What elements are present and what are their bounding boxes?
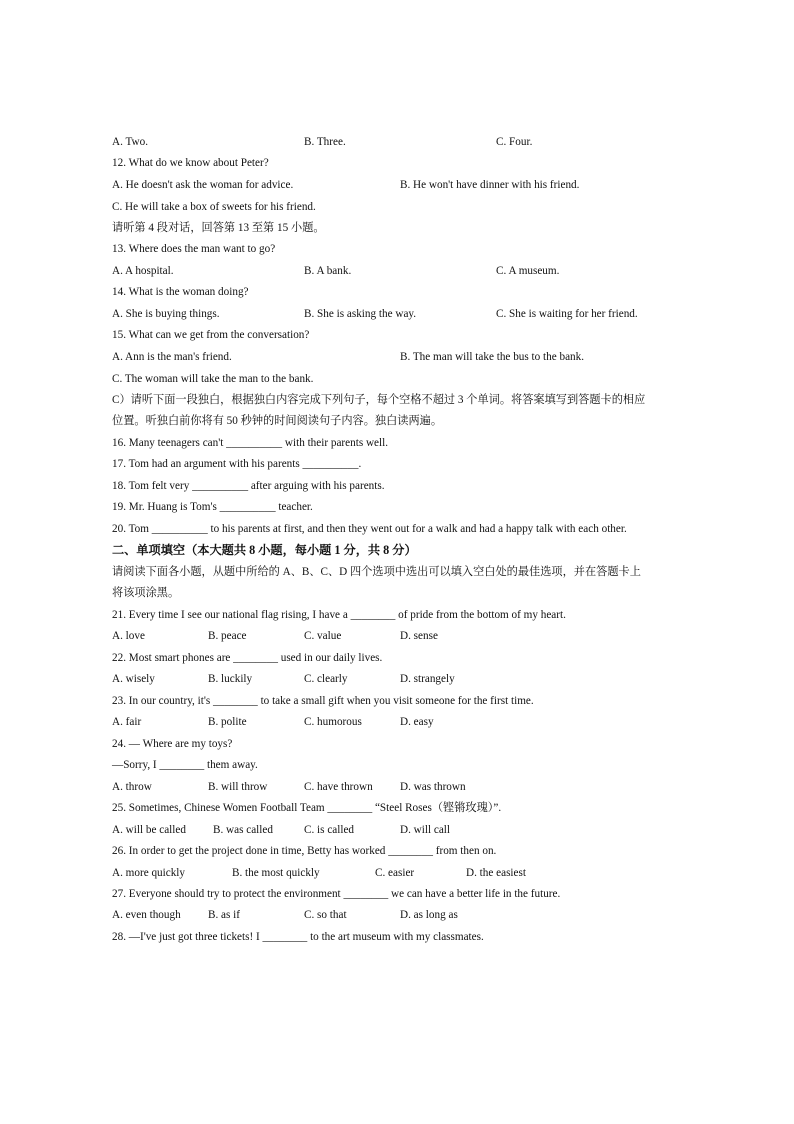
option-b: B. Three.	[304, 136, 346, 148]
option-a: A. even though	[112, 909, 181, 921]
q27-stem: 27. Everyone should try to protect the environment ________ we can have a better life in the future.	[112, 888, 561, 900]
part-c-instruction-1: C）请听下面一段独白，根据独白内容完成下列句子，每个空格不超过 3 个单词。将答案填写到答题卡的相应	[112, 394, 646, 406]
part-c-instruction-2: 位置。听独白前你将有 50 秒钟的时间阅读句子内容。独白读两遍。	[112, 415, 443, 427]
q19: 19. Mr. Huang is Tom's __________ teacher.	[112, 501, 313, 513]
option-d: D. will call	[400, 824, 451, 836]
option-d: D. the easiest	[466, 867, 526, 879]
option-b: B. A bank.	[304, 265, 352, 277]
q15-stem: 15. What can we get from the conversation?	[112, 329, 310, 341]
q26-stem: 26. In order to get the project done in time, Betty has worked ________ from then on.	[112, 845, 497, 857]
section2-title: 二、单项填空（本大题共 8 小题，每小题 1 分，共 8 分）	[112, 543, 417, 557]
option-c: C. is called	[304, 824, 355, 836]
section2-instruction-2: 将该项涂黑。	[112, 587, 180, 599]
q21-options	[112, 629, 692, 643]
q15-option-c: C. The woman will take the man to the bank.	[112, 373, 314, 385]
option-d: D. sense	[400, 630, 438, 642]
q27-options	[112, 908, 692, 922]
q12-options-ab	[112, 178, 692, 192]
q25-stem: 25. Sometimes, Chinese Women Football Team ________ “Steel Roses（铿锵玫瑰）”.	[112, 802, 502, 814]
q13-stem: 13. Where does the man want to go?	[112, 243, 276, 255]
q14-options	[112, 307, 692, 321]
q11-options	[112, 135, 692, 149]
q14-stem: 14. What is the woman doing?	[112, 286, 249, 298]
q26-options	[112, 866, 692, 880]
q23-stem: 23. In our country, it's ________ to take a small gift when you visit someone for the first time.	[112, 695, 534, 707]
option-c: C. value	[304, 630, 342, 642]
option-a: A. love	[112, 630, 145, 642]
q21-stem: 21. Every time I see our national flag rising, I have a ________ of pride from the bottom of my heart.	[112, 609, 566, 621]
q16: 16. Many teenagers can't __________ with their parents well.	[112, 437, 389, 449]
q12-stem: 12. What do we know about Peter?	[112, 157, 269, 169]
option-d: D. strangely	[400, 673, 455, 685]
q28-stem: 28. —I've just got three tickets! I ________ to the art museum with my classmates.	[112, 931, 484, 943]
q22-stem: 22. Most smart phones are ________ used in our daily lives.	[112, 652, 383, 664]
option-a: A. fair	[112, 716, 142, 728]
option-c: C. Four.	[496, 136, 533, 148]
q15-options-ab	[112, 350, 692, 364]
q12-option-c: C. He will take a box of sweets for his friend.	[112, 201, 316, 213]
option-c: C. easier	[375, 867, 415, 879]
option-d: D. easy	[400, 716, 434, 728]
option-d: D. as long as	[400, 909, 458, 921]
option-c: C. have thrown	[304, 781, 373, 793]
option-c: C. humorous	[304, 716, 362, 728]
q13-options	[112, 264, 692, 278]
q23-options	[112, 715, 692, 729]
q24-options	[112, 780, 692, 794]
option-a: A. He doesn't ask the woman for advice.	[112, 179, 294, 191]
option-a: A. She is buying things.	[112, 308, 220, 320]
option-c: C. She is waiting for her friend.	[496, 308, 638, 320]
q22-options	[112, 672, 692, 686]
q17: 17. Tom had an argument with his parents __________.	[112, 458, 362, 470]
q20: 20. Tom __________ to his parents at first, and then they went out for a walk and had a happy talk with each other.	[112, 523, 627, 535]
option-b: B. He won't have dinner with his friend.	[400, 179, 580, 191]
q24-reply: —Sorry, I ________ them away.	[112, 759, 258, 771]
section4-instruction: 请听第 4 段对话，回答第 13 至第 15 小题。	[112, 222, 325, 234]
option-c: C. so that	[304, 909, 347, 921]
option-a: A. will be called	[112, 824, 186, 836]
option-b: B. will throw	[208, 781, 268, 793]
option-b: B. polite	[208, 716, 247, 728]
option-a: A. A hospital.	[112, 265, 174, 277]
option-c: C. clearly	[304, 673, 348, 685]
option-b: B. peace	[208, 630, 247, 642]
q24-stem: 24. — Where are my toys?	[112, 738, 233, 750]
section2-instruction-1: 请阅读下面各小题，从题中所给的 A、B、C、D 四个选项中选出可以填入空白处的最佳选项，并在答题卡上	[112, 566, 641, 578]
option-a: A. more quickly	[112, 867, 186, 879]
option-c: C. A museum.	[496, 265, 560, 277]
option-b: B. the most quickly	[232, 867, 320, 879]
option-b: B. was called	[213, 824, 273, 836]
option-b: B. She is asking the way.	[304, 308, 417, 320]
option-a: A. Two.	[112, 136, 148, 148]
q25-options	[112, 823, 692, 837]
option-b: B. luckily	[208, 673, 253, 685]
q18: 18. Tom felt very __________ after arguing with his parents.	[112, 480, 385, 492]
option-a: A. wisely	[112, 673, 155, 685]
option-d: D. was thrown	[400, 781, 466, 793]
option-b: B. The man will take the bus to the bank.	[400, 351, 585, 363]
option-a: A. Ann is the man's friend.	[112, 351, 232, 363]
option-b: B. as if	[208, 909, 241, 921]
option-a: A. throw	[112, 781, 152, 793]
